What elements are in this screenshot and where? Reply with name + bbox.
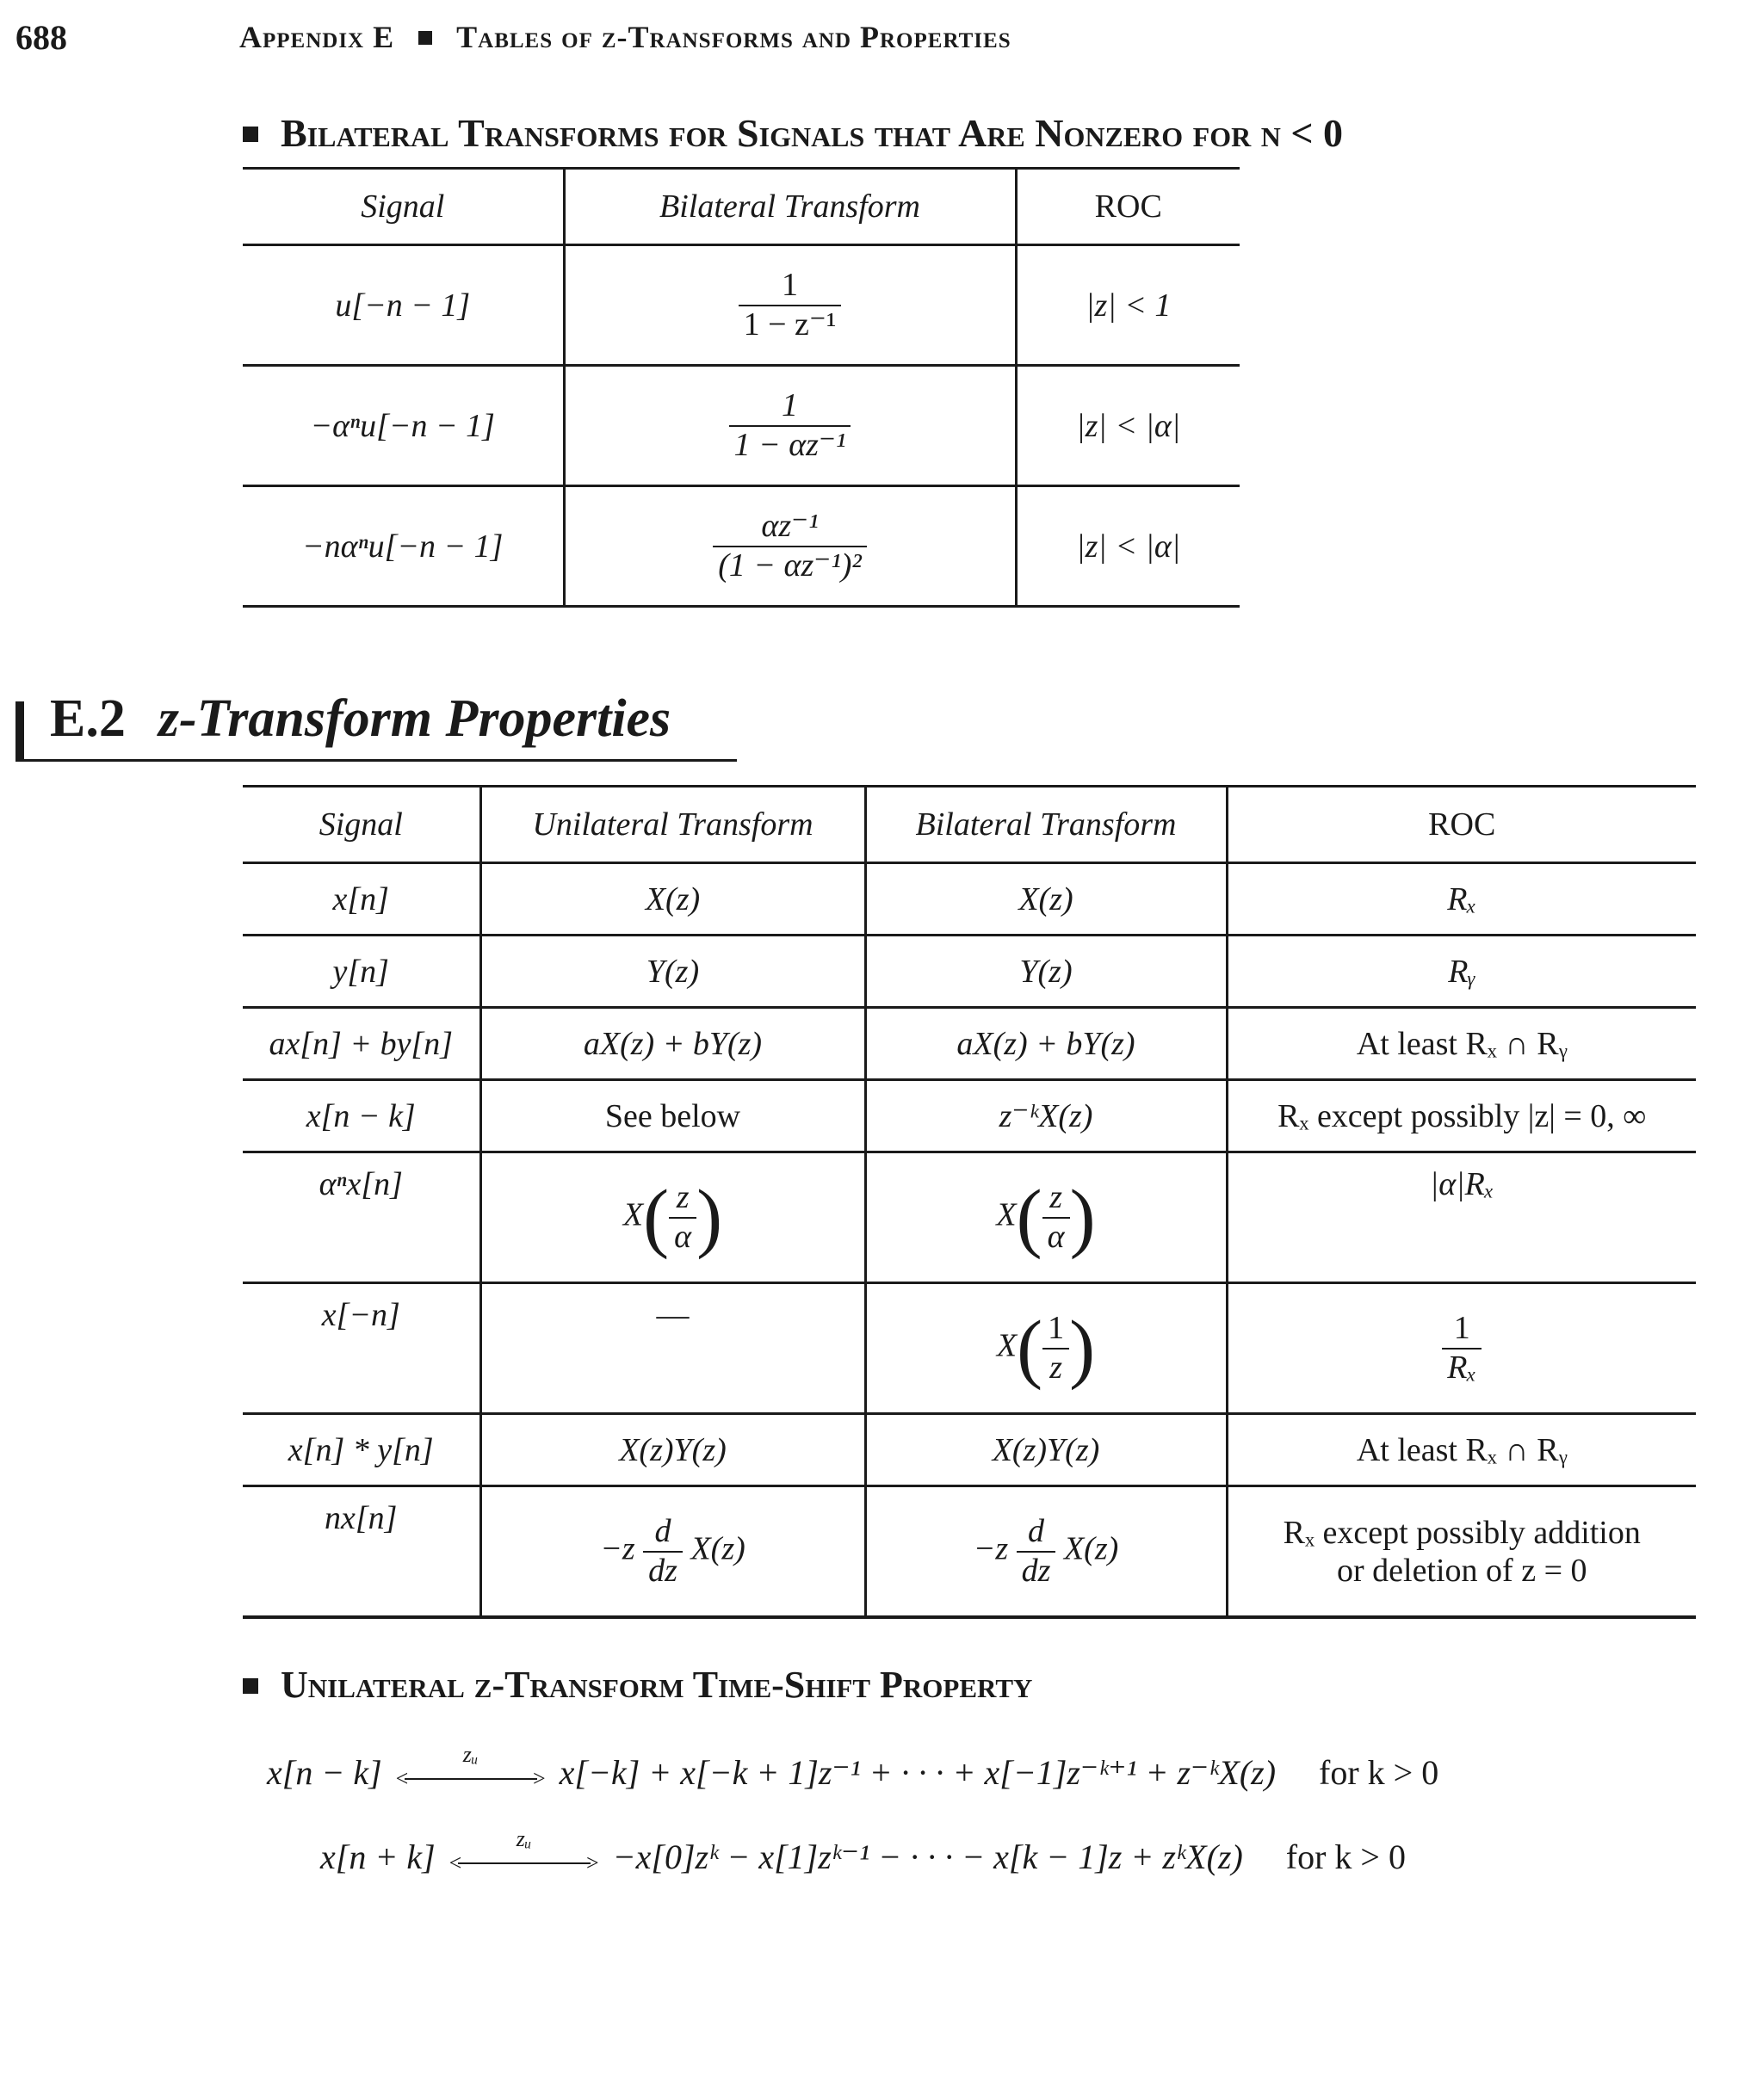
bilateral-cell: X( $\frac{z}{\alpha}$ ) [865,1152,1227,1283]
scaled-argument-fraction: $\frac{z}{\alpha}$ [669,1179,696,1256]
unilateral-cell: −z $\frac{d}{dz}$ X(z) [480,1486,865,1618]
table-row [243,1283,1696,1414]
roc-fraction: $\frac{1}{\text{Rₓ}}$ [1442,1310,1482,1387]
table-row [243,1414,1696,1486]
section-heading [50,689,671,750]
roc-cell [1227,1283,1696,1414]
page-number: 688 [15,18,67,57]
bilateral-heading [243,110,1343,156]
roc-cell: Rₓ [1227,863,1696,936]
section-underline [15,759,737,762]
scaled-argument-fraction: $\frac{z}{\alpha}$ [1042,1179,1070,1256]
bilateral-cell: −z $\frac{d}{dz}$ X(z) [865,1486,1227,1618]
transform-cell [564,245,1016,366]
signal-cell: x[−n] [243,1283,480,1414]
roc-cell: |z| < |α| [1016,366,1240,486]
bilateral-cell: X(z)Y(z) [865,1414,1227,1486]
column-header-bilateral: Bilateral Transform [865,787,1227,863]
roc-cell: At least Rₓ ∩ Rᵧ [1227,1008,1696,1080]
section-title: z-Transform Properties [158,689,671,748]
transform-cell [564,366,1016,486]
bullet-icon [243,1678,258,1694]
table-row [243,1486,1696,1618]
signal-cell: u[−n − 1] [243,245,564,366]
column-header-transform: Bilateral Transform [564,169,1016,245]
bilateral-cell: X(z) [865,863,1227,936]
timeshift-heading-text: Unilateral z-Transform Time-Shift Property [281,1664,1033,1706]
bilateral-heading-text: Bilateral Transforms for Signals that Are Nonzero for n < 0 [281,111,1344,155]
reciprocal-argument-fraction: $\frac{1}{z}$ [1042,1310,1069,1387]
running-head [239,19,1011,55]
bilateral-cell: X( $\frac{1}{z}$ ) [865,1283,1227,1414]
column-header-roc: ROC [1016,169,1240,245]
transform-pair-arrow-icon: zᵤ < > [448,1825,599,1875]
table-header-row [243,169,1240,245]
bilateral-table [243,167,1240,608]
unilateral-cell: See below [480,1080,865,1152]
signal-cell: −nαⁿu[−n − 1] [243,486,564,607]
table-row [243,366,1240,486]
table-header-row [243,787,1696,863]
unilateral-cell: X(z) [480,863,865,936]
column-header-roc: ROC [1227,787,1696,863]
bilateral-cell: z⁻ᵏX(z) [865,1080,1227,1152]
transform-fraction: $\frac{1}{\text{1 − z⁻¹}}$ [739,267,842,343]
signal-cell: nx[n] [243,1486,480,1618]
roc-cell: Rₓ except possibly addition or deletion of z = 0 [1227,1486,1696,1618]
table-row [243,863,1696,936]
bullet-icon [418,31,432,45]
table-row [243,1008,1696,1080]
roc-cell: |z| < |α| [1016,486,1240,607]
bullet-icon [243,127,258,142]
roc-cell: At least Rₓ ∩ Rᵧ [1227,1414,1696,1486]
bilateral-cell: aX(z) + bY(z) [865,1008,1227,1080]
timeshift-equation-advance: x[n + k] zᵤ < > −x[0]zᵏ − x[1]zᵏ⁻¹ − · · · − x[k − 1]z + zᵏX(z) for k > 0 [320,1825,1406,1876]
table-row [243,1152,1696,1283]
roc-cell: Rᵧ [1227,936,1696,1008]
column-header-signal: Signal [243,787,480,863]
derivative-fraction: $\frac{d}{dz}$ [1017,1513,1056,1590]
transform-pair-arrow-icon: zᵤ < > [395,1741,546,1791]
signal-cell: −αⁿu[−n − 1] [243,366,564,486]
unilateral-cell: X( $\frac{z}{\alpha}$ ) [480,1152,865,1283]
signal-cell: x[n] * y[n] [243,1414,480,1486]
transform-fraction: $\frac{1}{\text{1 − αz⁻¹}}$ [729,387,851,464]
signal-cell: αⁿx[n] [243,1152,480,1283]
signal-cell: ax[n] + by[n] [243,1008,480,1080]
transform-cell [564,486,1016,607]
roc-cell: Rₓ except possibly |z| = 0, ∞ [1227,1080,1696,1152]
timeshift-equation-delay: x[n − k] zᵤ < > x[−k] + x[−k + 1]z⁻¹ + · · · + x[−1]z⁻ᵏ⁺¹ + z⁻ᵏX(z) for k > 0 [267,1741,1439,1792]
roc-cell: |z| < 1 [1016,245,1240,366]
unilateral-cell: — [480,1283,865,1414]
table-row [243,936,1696,1008]
running-head-title: Tables of z-Transforms and Properties [456,20,1011,54]
unilateral-cell: Y(z) [480,936,865,1008]
unilateral-cell: X(z)Y(z) [480,1414,865,1486]
timeshift-heading [243,1663,1032,1707]
properties-table [243,785,1696,1619]
table-row [243,245,1240,366]
signal-cell: x[n] [243,863,480,936]
signal-cell: y[n] [243,936,480,1008]
section-marker-bar [15,701,24,762]
table-row [243,486,1240,607]
running-head-appendix: Appendix E [239,20,395,54]
transform-fraction: $\frac{\text{αz⁻¹}}{\text{(1 − αz⁻¹)²}}$ [713,508,867,584]
column-header-unilateral: Unilateral Transform [480,787,865,863]
bilateral-cell: Y(z) [865,936,1227,1008]
table-row [243,1080,1696,1152]
derivative-fraction: $\frac{d}{dz}$ [643,1513,683,1590]
unilateral-cell: aX(z) + bY(z) [480,1008,865,1080]
section-number: E.2 [50,689,126,748]
signal-cell: x[n − k] [243,1080,480,1152]
roc-cell: |α|Rₓ [1227,1152,1696,1283]
column-header-signal: Signal [243,169,564,245]
